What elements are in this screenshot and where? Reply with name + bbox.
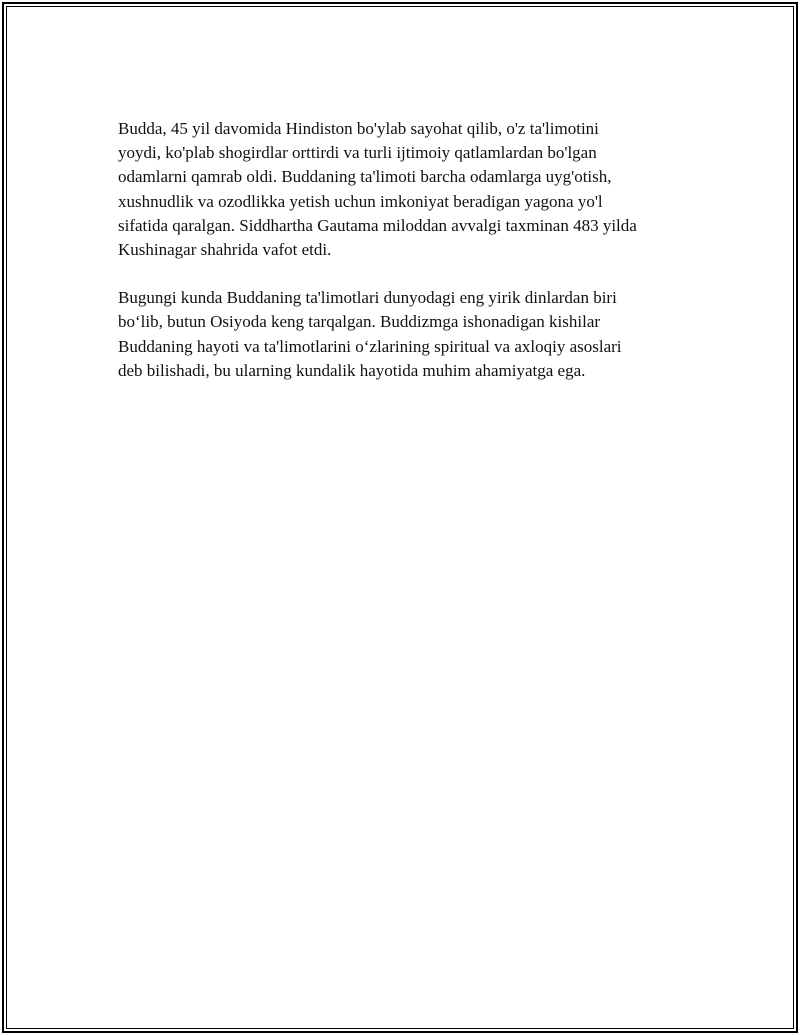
- paragraph-2: Bugungi kunda Buddaning ta'limotlari dunyodagi eng yirik dinlardan biri bo‘lib, butun Osiyoda keng tarqalgan. Buddizmga ishonadigan kishilar Buddaning hayoti va ta'limotlarini o‘zlarining spiritual va axloqiy asoslari deb bilishadi, bu ularning kundalik hayotida muhim ahamiyatga ega.: [118, 288, 622, 380]
- paragraph-1: Budda, 45 yil davomida Hindiston bo'ylab sayohat qilib, o'z ta'limotini yoydi, ko'plab shogirdlar orttirdi va turli ijtimoiy qatlamlardan bo'lgan odamlarni qamrab oldi. Buddaning ta'limoti barcha odamlarga uyg'otish, xushnudlik va ozodlikka yetish uchun imkoniyat beradigan yagona yo'l sifatida qaralgan. Siddhartha Gautama miloddan avvalgi taxminan 483 yilda Kushinagar shahrida vafot etdi.: [118, 119, 637, 260]
- document-body: [118, 117, 698, 407]
